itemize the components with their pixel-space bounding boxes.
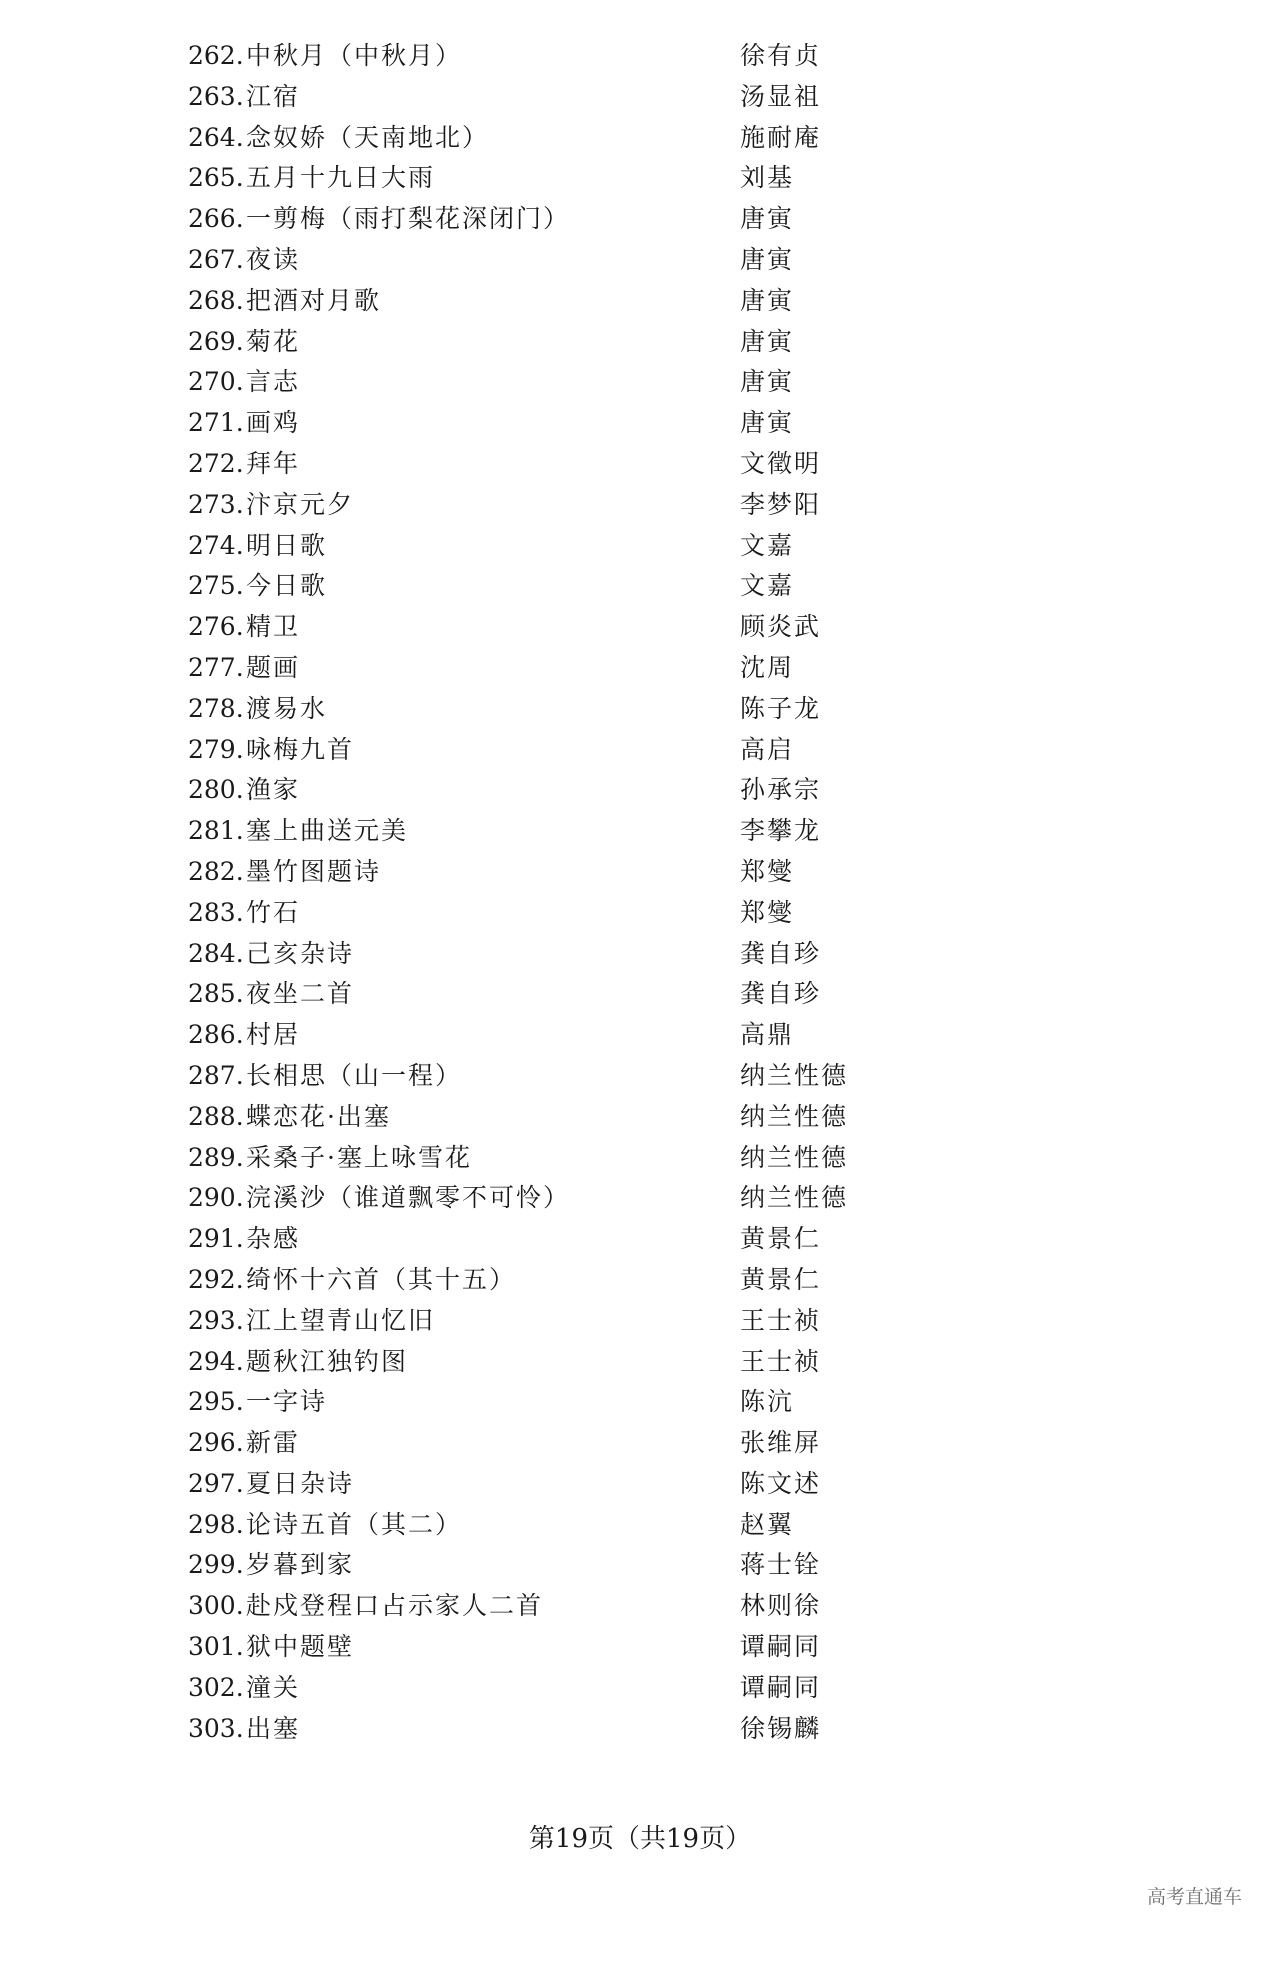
item-number: 268. <box>188 285 244 315</box>
list-item <box>0 1627 1280 1668</box>
poem-title: 一字诗 <box>246 1387 328 1417</box>
poem-title: 题画 <box>246 652 301 682</box>
list-item <box>0 1709 1280 1750</box>
list-item <box>0 1138 1280 1179</box>
poem-title: 村居 <box>246 1020 301 1050</box>
list-item <box>0 648 1280 689</box>
poem-author: 唐寅 <box>740 244 795 274</box>
item-number: 289. <box>188 1142 244 1172</box>
poem-author: 汤显祖 <box>740 81 822 111</box>
item-number: 274. <box>188 530 244 560</box>
item-number: 295. <box>188 1387 244 1417</box>
poem-author: 赵翼 <box>740 1509 795 1539</box>
list-item <box>0 1668 1280 1709</box>
list-item <box>0 974 1280 1015</box>
list-item <box>0 811 1280 852</box>
list-item <box>0 36 1280 77</box>
item-number: 298. <box>188 1509 244 1539</box>
item-number: 294. <box>188 1346 244 1376</box>
poem-title: 浣溪沙（谁道飘零不可怜） <box>246 1183 571 1213</box>
item-number: 284. <box>188 938 244 968</box>
list-item <box>0 322 1280 363</box>
poem-title: 夜坐二首 <box>246 979 355 1009</box>
item-number: 285. <box>188 979 244 1009</box>
item-number: 273. <box>188 489 244 519</box>
item-number: 290. <box>188 1183 244 1213</box>
poem-title: 赴戍登程口占示家人二首 <box>246 1591 544 1621</box>
list-item <box>0 1342 1280 1383</box>
poem-title: 一剪梅（雨打梨花深闭门） <box>246 204 571 234</box>
poem-title: 夏日杂诗 <box>246 1468 355 1498</box>
poem-author: 龚自珍 <box>740 979 822 1009</box>
poem-author: 陈文述 <box>740 1468 822 1498</box>
poem-title: 采桑子·塞上咏雪花 <box>246 1142 472 1172</box>
poem-author: 龚自珍 <box>740 938 822 968</box>
list-item <box>0 1545 1280 1586</box>
poem-title: 新雷 <box>246 1428 301 1458</box>
poem-author: 郑燮 <box>740 897 795 927</box>
poem-author: 文嘉 <box>740 530 795 560</box>
page-footer: 第19页（共19页） <box>528 1824 752 1854</box>
list-item <box>0 1464 1280 1505</box>
poem-author: 陈子龙 <box>740 693 822 723</box>
list-item <box>0 1178 1280 1219</box>
poem-author: 纳兰性德 <box>740 1060 849 1090</box>
poem-author: 刘基 <box>740 163 795 193</box>
list-item <box>0 1056 1280 1097</box>
item-number: 282. <box>188 856 244 886</box>
list-item <box>0 362 1280 403</box>
item-number: 270. <box>188 367 244 397</box>
poem-title: 言志 <box>246 367 301 397</box>
poem-title: 渔家 <box>246 775 301 805</box>
poem-title: 长相思（山一程） <box>246 1060 463 1090</box>
poem-author: 文徵明 <box>740 448 822 478</box>
poem-title: 塞上曲送元美 <box>246 816 409 846</box>
poem-title: 拜年 <box>246 448 301 478</box>
poem-title: 夜读 <box>246 244 301 274</box>
list-item <box>0 770 1280 811</box>
item-number: 269. <box>188 326 244 356</box>
list-item <box>0 689 1280 730</box>
poem-author: 林则徐 <box>740 1591 822 1621</box>
poem-title: 杂感 <box>246 1224 301 1254</box>
list-item <box>0 118 1280 159</box>
poem-title: 中秋月（中秋月） <box>246 41 463 70</box>
poem-title: 渡易水 <box>246 693 328 723</box>
poem-author: 黄景仁 <box>740 1224 822 1254</box>
poem-title: 绮怀十六首（其十五） <box>246 1264 517 1294</box>
item-number: 300. <box>188 1591 244 1621</box>
item-number: 292. <box>188 1264 244 1294</box>
poem-author: 王士祯 <box>740 1305 822 1335</box>
poem-title: 明日歌 <box>246 530 328 560</box>
poem-title: 江宿 <box>246 81 301 111</box>
list-item <box>0 1301 1280 1342</box>
item-number: 303. <box>188 1713 244 1743</box>
poem-title: 题秋江独钓图 <box>246 1346 409 1376</box>
item-number: 262. <box>188 41 244 70</box>
poem-author: 李攀龙 <box>740 816 822 846</box>
item-number: 263. <box>188 81 244 111</box>
poem-title: 蝶恋花·出塞 <box>246 1101 391 1131</box>
list-item <box>0 281 1280 322</box>
item-number: 272. <box>188 448 244 478</box>
poem-author: 高启 <box>740 734 795 764</box>
item-number: 291. <box>188 1224 244 1254</box>
item-number: 286. <box>188 1020 244 1050</box>
poem-author: 谭嗣同 <box>740 1672 822 1702</box>
list-item <box>0 199 1280 240</box>
item-number: 266. <box>188 204 244 234</box>
list-item <box>0 934 1280 975</box>
list-item <box>0 893 1280 934</box>
list-item <box>0 158 1280 199</box>
item-number: 287. <box>188 1060 244 1090</box>
list-item <box>0 1505 1280 1546</box>
poem-author: 唐寅 <box>740 408 795 438</box>
poem-title: 论诗五首（其二） <box>246 1509 463 1539</box>
poem-title: 画鸡 <box>246 408 301 438</box>
list-item <box>0 444 1280 485</box>
item-number: 275. <box>188 571 244 601</box>
item-number: 293. <box>188 1305 244 1335</box>
list-item <box>0 1219 1280 1260</box>
list-item <box>0 1586 1280 1627</box>
poem-author: 纳兰性德 <box>740 1183 849 1213</box>
poem-author: 唐寅 <box>740 204 795 234</box>
poem-title: 菊花 <box>246 326 301 356</box>
poem-title: 精卫 <box>246 612 301 642</box>
item-number: 279. <box>188 734 244 764</box>
poem-author: 孙承宗 <box>740 775 822 805</box>
item-number: 264. <box>188 122 244 152</box>
poem-author: 陈沆 <box>740 1387 795 1417</box>
item-number: 267. <box>188 244 244 274</box>
list-item <box>0 1382 1280 1423</box>
poem-author: 徐锡麟 <box>740 1713 822 1743</box>
list-item <box>0 526 1280 567</box>
poem-author: 文嘉 <box>740 571 795 601</box>
list-item <box>0 403 1280 444</box>
poem-author: 高鼎 <box>740 1020 795 1050</box>
item-number: 271. <box>188 408 244 438</box>
item-number: 301. <box>188 1632 244 1662</box>
poem-title: 墨竹图题诗 <box>246 856 382 886</box>
poem-title: 狱中题壁 <box>246 1632 355 1662</box>
list-item <box>0 77 1280 118</box>
poem-title: 潼关 <box>246 1672 301 1702</box>
poem-author: 张维屏 <box>740 1428 822 1458</box>
list-item <box>0 485 1280 526</box>
list-item <box>0 1015 1280 1056</box>
poem-author: 郑燮 <box>740 856 795 886</box>
poem-author: 黄景仁 <box>740 1264 822 1294</box>
item-number: 299. <box>188 1550 244 1580</box>
poem-title: 汴京元夕 <box>246 489 355 519</box>
list-item <box>0 1260 1280 1301</box>
item-number: 296. <box>188 1428 244 1458</box>
list-item <box>0 607 1280 648</box>
watermark: 高考直通车 <box>1146 1886 1242 1908</box>
poem-author: 沈周 <box>740 652 795 682</box>
poem-author: 顾炎武 <box>740 612 822 642</box>
poem-title: 五月十九日大雨 <box>246 163 436 193</box>
poem-title: 今日歌 <box>246 571 328 601</box>
item-number: 280. <box>188 775 244 805</box>
poem-title: 竹石 <box>246 897 301 927</box>
poem-author: 施耐庵 <box>740 122 822 152</box>
poem-author: 纳兰性德 <box>740 1101 849 1131</box>
list-item <box>0 1097 1280 1138</box>
poem-author: 谭嗣同 <box>740 1632 822 1662</box>
list-item <box>0 566 1280 607</box>
item-number: 288. <box>188 1101 244 1131</box>
poem-title: 念奴娇（天南地北） <box>246 122 490 152</box>
list-item <box>0 240 1280 281</box>
list-item <box>0 852 1280 893</box>
poem-author: 纳兰性德 <box>740 1142 849 1172</box>
item-number: 265. <box>188 163 244 193</box>
item-number: 276. <box>188 612 244 642</box>
poem-author: 王士祯 <box>740 1346 822 1376</box>
poem-author: 唐寅 <box>740 285 795 315</box>
poem-author: 唐寅 <box>740 326 795 356</box>
item-number: 278. <box>188 693 244 723</box>
poem-title: 咏梅九首 <box>246 734 355 764</box>
item-number: 302. <box>188 1672 244 1702</box>
poem-title: 己亥杂诗 <box>246 938 355 968</box>
poem-author: 徐有贞 <box>740 41 822 70</box>
poem-author: 蒋士铨 <box>740 1550 822 1580</box>
poem-author: 唐寅 <box>740 367 795 397</box>
poem-list <box>0 36 1280 1749</box>
poem-author: 李梦阳 <box>740 489 822 519</box>
item-number: 281. <box>188 816 244 846</box>
list-item <box>0 730 1280 771</box>
list-item <box>0 1423 1280 1464</box>
item-number: 283. <box>188 897 244 927</box>
item-number: 277. <box>188 652 244 682</box>
poem-title: 把酒对月歌 <box>246 285 382 315</box>
poem-title: 江上望青山忆旧 <box>246 1305 436 1335</box>
poem-title: 岁暮到家 <box>246 1550 355 1580</box>
poem-title: 出塞 <box>246 1713 301 1743</box>
item-number: 297. <box>188 1468 244 1498</box>
